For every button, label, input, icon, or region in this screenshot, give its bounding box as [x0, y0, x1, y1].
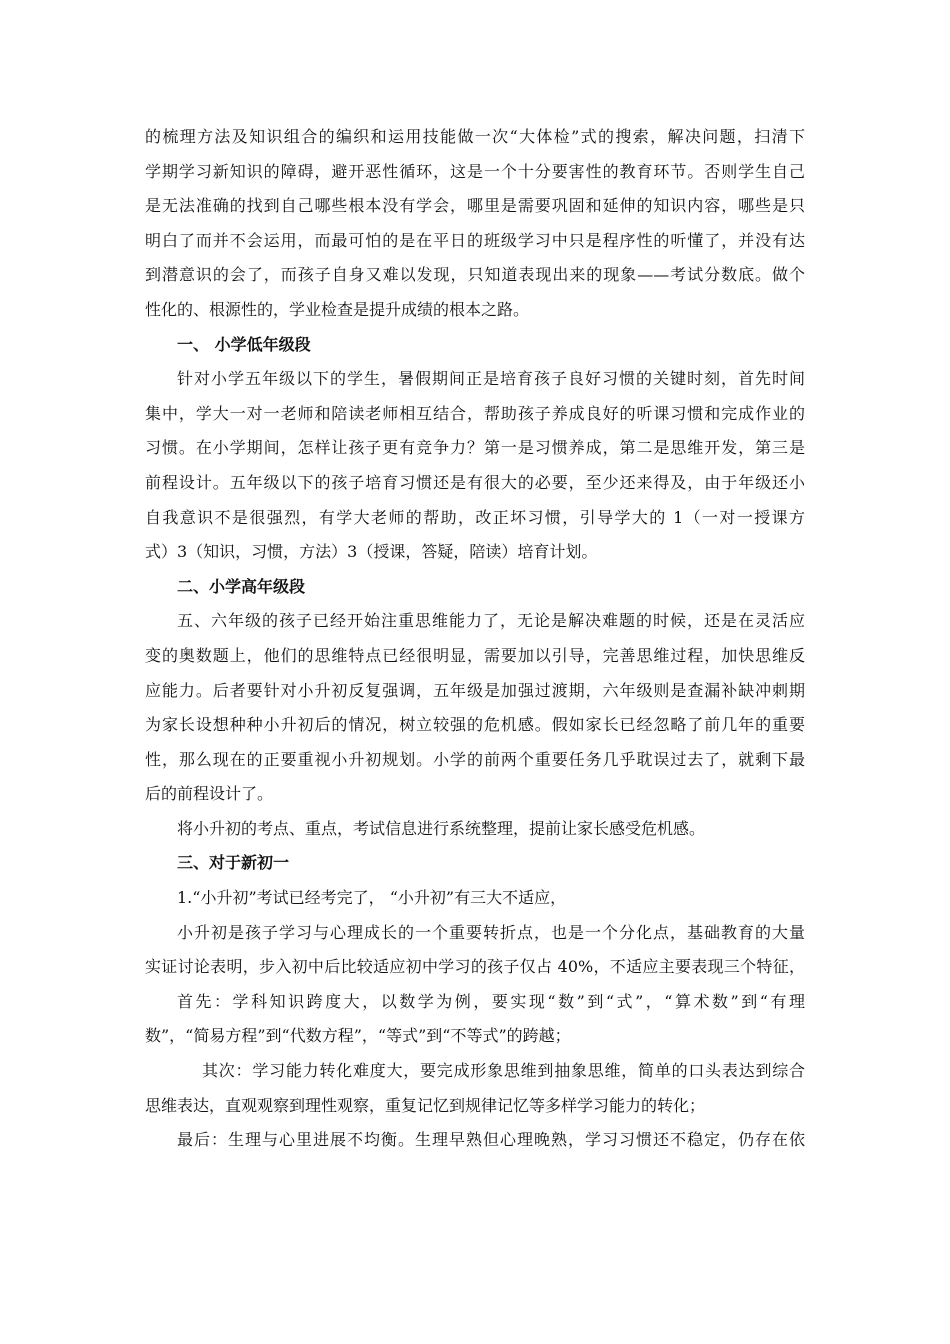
text-line: 针对小学五年级以下的学生，暑假期间正是培育孩子良好习惯的关键时刻，首先时间 [177, 369, 805, 389]
text-line: 最后：生理与心里进展不均衡。生理早熟但心理晚熟，学习习惯还不稳定，仍存在依 [177, 1130, 805, 1150]
section-heading: 一、 小学低年级段 [177, 334, 311, 354]
text-line: 的梳理方法及知识组合的编织和运用技能做一次“大体检”式的搜索，解决问题，扫清下 [145, 127, 805, 146]
text-line: 变的奥数题上，他们的思维特点已经很明显，需要加以引导，完善思维过程，加快思维反 [145, 645, 805, 665]
text-line: 应能力。后者要针对小升初反复强调，五年级是加强过渡期，六年级则是查漏补缺冲刺期 [145, 680, 805, 700]
text-line: 是无法准确的找到自己哪些根本没有学会，哪里是需要巩固和延伸的知识内容，哪些是只 [145, 196, 805, 216]
text-line: 后的前程设计了。 [145, 784, 274, 804]
text-line: 为家长设想种种小升初后的情况，树立较强的危机感。假如家长已经忽略了前几年的重要 [145, 715, 805, 735]
text-line: 将小升初的考点、重点，考试信息进行系统整理，提前让家长感受危机感。 [177, 818, 706, 838]
text-line: 数”，“简易方程”到“代数方程”，“等式”到“不等式”的跨越； [145, 1026, 571, 1046]
text-line: 思维表达，直观观察到理性观察，重复记忆到规律记忆等多样学习能力的转化； [145, 1095, 706, 1115]
text-line: 自我意识不是很强烈，有学大老师的帮助，改正坏习惯，引导学大的 1（一对一授课方 [145, 507, 805, 527]
text-line: 1.“小升初”考试已经考完了， “小升初”有三大不适应， [177, 888, 567, 908]
text-line: 习惯。在小学期间，怎样让孩子更有竞争力？第一是习惯养成，第二是思维开发，第三是 [145, 438, 805, 458]
text-line: 学期学习新知识的障碍，避开恶性循环，这是一个十分要害性的教育环节。否则学生自己 [145, 161, 805, 181]
text-line: 前程设计。五年级以下的孩子培育习惯还是有很大的必要，至少还来得及，由于年级还小 [145, 472, 805, 492]
text-line: 明白了而并不会运用，而最可怕的是在平日的班级学习中只是程序性的听懂了，并没有达 [145, 230, 805, 250]
text-line: 小升初是孩子学习与心理成长的一个重要转折点，也是一个分化点，基础教育的大量 [177, 922, 805, 942]
section-heading: 二、小学高年级段 [177, 576, 306, 596]
text-line: 实证讨论表明，步入初中后比较适应初中学习的孩子仅占 40%，不适应主要表现三个特征， [145, 957, 805, 977]
section-heading: 三、对于新初一 [177, 853, 290, 873]
text-line: 五、六年级的孩子已经开始注重思维能力了，无论是解决难题的时候，还是在灵活应 [177, 611, 805, 631]
text-line: 性，那么现在的正要重视小升初规划。小学的前两个重要任务几乎耽误过去了，就剩下最 [145, 749, 805, 769]
text-line: 到潜意识的会了，而孩子自身又难以发现，只知道表现出来的现象——考试分数底。做个 [145, 265, 805, 285]
text-line: 首先：学科知识跨度大，以数学为例，要实现“数”到“式”，“算术数”到“有理 [177, 991, 805, 1011]
document-body [145, 120, 805, 1158]
text-line: 式）3（知识，习惯，方法）3（授课，答疑，陪读）培育计划。 [145, 542, 598, 562]
text-line: 性化的、根源性的，学业检查是提升成绩的根本之路。 [145, 299, 530, 319]
text-line: 其次：学习能力转化难度大，要完成形象思维到抽象思维，简单的口头表达到综合 [202, 1061, 805, 1081]
text-line: 集中，学大一对一老师和陪读老师相互结合，帮助孩子养成良好的听课习惯和完成作业的 [145, 403, 805, 423]
